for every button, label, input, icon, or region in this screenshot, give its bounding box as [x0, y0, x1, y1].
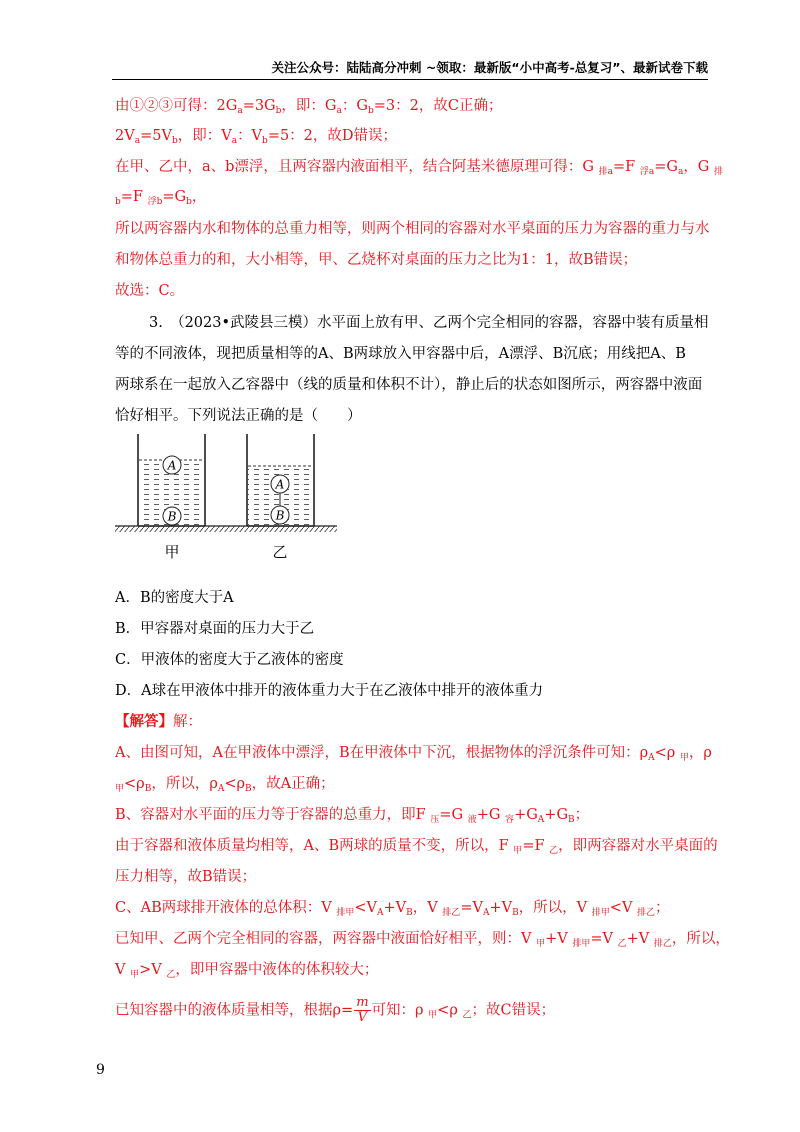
ball-a-jia-label: A — [167, 458, 177, 473]
header-divider — [112, 79, 708, 80]
density-fraction: $\frac{m}{V}$ — [356, 995, 369, 1025]
question-line-1: 3. （2023•武陵县三模）水平面上放有甲、乙两个完全相同的容器，容器中装有质量相 — [149, 315, 709, 331]
ball-a-yi-label: A — [275, 477, 285, 492]
question-line-4: 恰好相平。下列说法正确的是（ ） — [115, 408, 362, 424]
prev-solution-line-3: 在甲、乙中，a、b漂浮，且两容器内液面相平，结合阿基米德原理可得：G $_{排a}$=F $_{浮a}=G_a$，G $_排$ — [115, 159, 724, 177]
prev-solution-line-4: $_b$=F $_{浮b}=G_b$， — [115, 189, 207, 207]
ground-hatch — [115, 526, 337, 532]
answer-b-line-2: 由于容器和液体质量均相等，A、B两球的质量不变，所以，F $_甲$=F $_乙$，即两容器对水平桌面的 — [115, 838, 718, 856]
answer-c-line-2: 已知甲、乙两个完全相同的容器，两容器中液面恰好相平，则：V $_甲$+V $_{排甲}$=V $_乙$+V $_{排乙}$，所以， — [115, 931, 730, 949]
option-c: C．甲液体的密度大于乙液体的密度 — [115, 652, 344, 668]
answer-a-line-2: $_甲<\rho_B$，所以，$\rho_A<\rho_B$，故A正确； — [115, 776, 335, 794]
prev-solution-line-5: 所以两容器内水和物体的总重力相等，则两个相同的容器对水平桌面的压力为容器的重力与水 — [115, 221, 710, 237]
question-line-2: 等的不同液体，现把质量相等的A、B两球放入甲容器中后，A漂浮、B沉底；用线把A、B — [115, 346, 686, 362]
option-a: A．B的密度大于A — [115, 590, 234, 606]
prev-solution-line-1: 由①②③可得：$2G_a=3G_b$，即：$G_a$：$G_b=3$：2，故C正确； — [115, 98, 503, 116]
containers-diagram — [113, 432, 338, 564]
answer-b-line-3: 压力相等，故B错误； — [115, 869, 257, 885]
label-yi: 乙 — [272, 543, 288, 561]
page-header: 关注公众号：陆陆高分冲刺 ~领取：最新版“小中高考-总复习”、最新试卷下载 — [271, 60, 708, 75]
question-line-3: 两球系在一起放入乙容器中（线的质量和体积不计），静止后的状态如图所示，两容器中液面 — [115, 377, 703, 393]
answer-b-line-1: B、容器对水平面的压力等于容器的总重力，即F $_压$=G $_液$+G $_容+G_A+G_B$； — [115, 807, 590, 825]
option-d: D．A球在甲液体中排开的液体重力大于在乙液体中排开的液体重力 — [115, 683, 544, 699]
page-number: 9 — [96, 1062, 105, 1078]
answer-c-line-1: C、AB两球排开液体的总体积：V $_{排甲}<V_A+V_B$，V $_{排乙}=V_A+V_B$，所以，V $_{排甲}$<V $_{排乙}$； — [115, 900, 670, 918]
answer-c-line-3: V $_甲$>V $_乙$，即甲容器中液体的体积较大； — [115, 962, 379, 980]
container-jia — [138, 434, 205, 526]
label-jia: 甲 — [164, 543, 180, 561]
answer-heading: 【解答】解： — [115, 713, 202, 730]
container-yi — [247, 434, 314, 526]
ball-b-jia-label: B — [167, 509, 177, 524]
prev-solution-line-2: $2V_a=5V_b$，即：$V_a$：$V_b=5$：2，故D错误； — [115, 128, 398, 146]
ball-b-yi-label: B — [275, 508, 285, 523]
option-b: B．甲容器对桌面的压力大于乙 — [115, 621, 315, 637]
prev-solution-line-6: 和物体总重力的和，大小相等，甲、乙烧杯对桌面的压力之比为1：1，故B错误； — [115, 252, 638, 268]
answer-c-line-4: 已知容器中的液体质量相等，根据ρ= $\frac{m}{V}$ 可知：ρ $_甲$<ρ $_乙$；故C错误； — [115, 995, 556, 1025]
prev-solution-line-7: 故选：C。 — [115, 283, 185, 299]
answer-a-line-1: A、由图可知，A在甲液体中漂浮，B在甲液体中下沉，根据物体的浮沉条件可知：$\rho_A<\rho$ $_甲$，ρ — [115, 745, 712, 763]
